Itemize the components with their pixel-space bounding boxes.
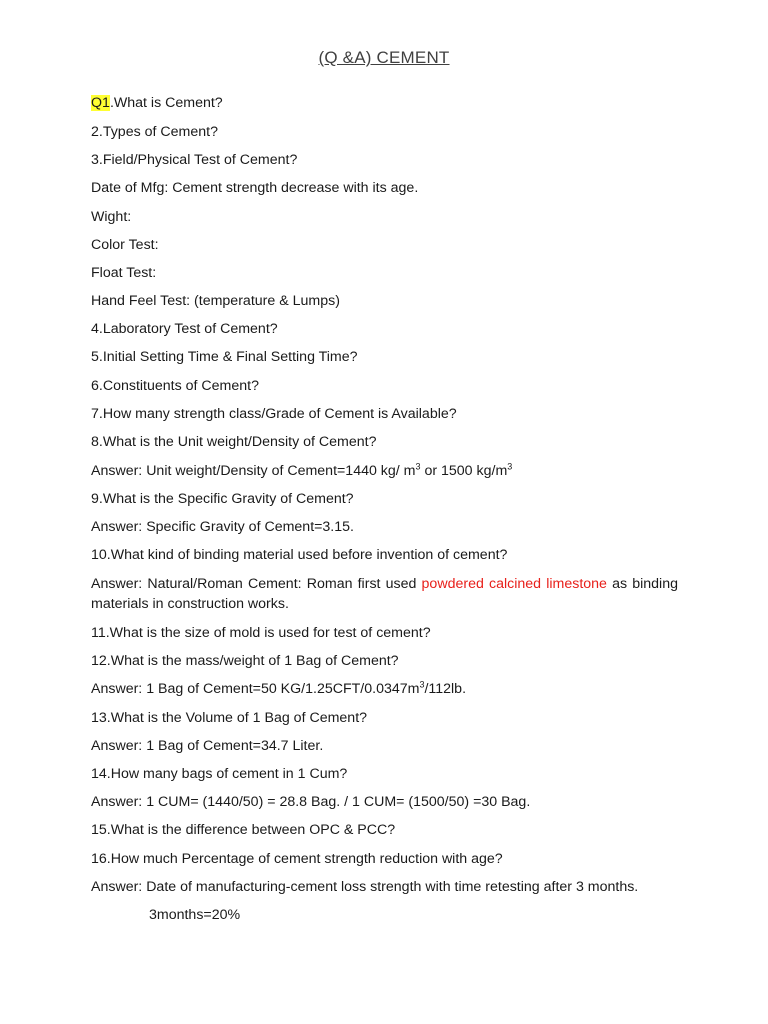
question-10: 10.What kind of binding material used before invention of cement? (91, 547, 508, 563)
question-7: 7.How many strength class/Grade of Cement is Available? (91, 406, 457, 422)
answer-12-part-a: Answer: 1 Bag of Cement=50 KG/1.25CFT/0.0347m (91, 681, 420, 697)
question-3: 3.Field/Physical Test of Cement? (91, 152, 298, 168)
superscript-3: 3 (419, 679, 425, 690)
question-2: 2.Types of Cement? (91, 124, 218, 140)
answer-14: Answer: 1 CUM= (1440/50) = 28.8 Bag. / 1 CUM= (1500/50) =30 Bag. (91, 794, 531, 810)
weight-line: Wight: (91, 209, 132, 225)
superscript-3: 3 (415, 461, 421, 472)
date-of-mfg-line: Date of Mfg: Cement strength decrease with its age. (91, 180, 419, 196)
answer-10-part-b: as binding materials in construction works. (91, 576, 678, 612)
q1-highlight: Q1 (91, 95, 110, 111)
answer-10-red-text: powdered calcined limestone (421, 576, 607, 592)
answer-8 (91, 461, 512, 481)
question-5: 5.Initial Setting Time & Final Setting Time? (91, 349, 358, 365)
question-14: 14.How many bags of cement in 1 Cum? (91, 766, 348, 782)
question-11: 11.What is the size of mold is used for test of cement? (91, 625, 431, 641)
answer-8-part-b: or 1500 kg/m (420, 463, 508, 479)
answer-9: Answer: Specific Gravity of Cement=3.15. (91, 519, 354, 535)
question-8: 8.What is the Unit weight/Density of Cement? (91, 434, 377, 450)
answer-13: Answer: 1 Bag of Cement=34.7 Liter. (91, 738, 324, 754)
color-test-line: Color Test: (91, 237, 159, 253)
answer-10 (91, 574, 678, 614)
question-13: 13.What is the Volume of 1 Bag of Cement? (91, 710, 368, 726)
page-title: (Q &A) CEMENT (318, 48, 450, 67)
hand-feel-test-line: Hand Feel Test: (temperature & Lumps) (91, 293, 340, 309)
answer-10-part-a: Answer: Natural/Roman Cement: Roman first used (91, 576, 422, 592)
question-6: 6.Constituents of Cement? (91, 378, 259, 394)
question-9: 9.What is the Specific Gravity of Cement? (91, 491, 354, 507)
question-12: 12.What is the mass/weight of 1 Bag of Cement? (91, 653, 399, 669)
question-1 (91, 93, 223, 113)
question-15: 15.What is the difference between OPC & PCC? (91, 822, 396, 838)
float-test-line: Float Test: (91, 265, 157, 281)
answer-16-detail: 3months=20% (149, 907, 241, 923)
question-4: 4.Laboratory Test of Cement? (91, 321, 278, 337)
answer-12-part-b: /112lb. (424, 681, 467, 697)
superscript-3: 3 (507, 461, 513, 472)
q1-text: .What is Cement? (109, 95, 223, 111)
answer-8-part-a: Answer: Unit weight/Density of Cement=1440 kg/ m (91, 463, 416, 479)
answer-12 (91, 679, 466, 699)
answer-16: Answer: Date of manufacturing-cement loss strength with time retesting after 3 months. (91, 879, 639, 895)
question-16: 16.How much Percentage of cement strength reduction with age? (91, 851, 503, 867)
